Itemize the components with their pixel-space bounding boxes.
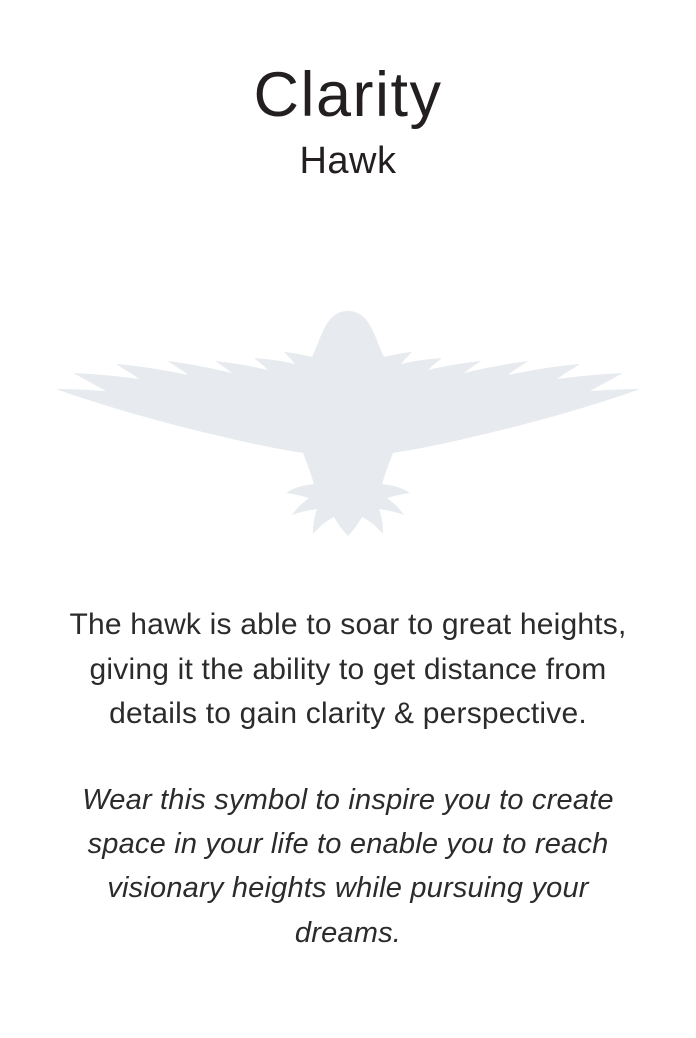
cta-line-3: visionary heights while pursuing your <box>107 872 589 905</box>
cta-line-1: Wear this symbol to inspire you to create <box>82 784 614 817</box>
cta-line-2: space in your life to enable you to reach <box>87 828 609 861</box>
description-line-2: giving it the ability to get distance from <box>89 652 607 686</box>
page-subtitle: Hawk <box>299 140 397 183</box>
description-line-3: details to gain clarity & perspective. <box>109 696 587 730</box>
page-title: Clarity <box>253 60 443 130</box>
cta-line-4: dreams. <box>294 916 402 949</box>
description-text <box>38 603 658 736</box>
call-to-action-text <box>38 778 658 954</box>
hawk-illustration <box>48 303 648 543</box>
description-line-1: The hawk is able to soar to great heights, <box>69 608 627 642</box>
hawk-silhouette-icon <box>48 303 648 543</box>
